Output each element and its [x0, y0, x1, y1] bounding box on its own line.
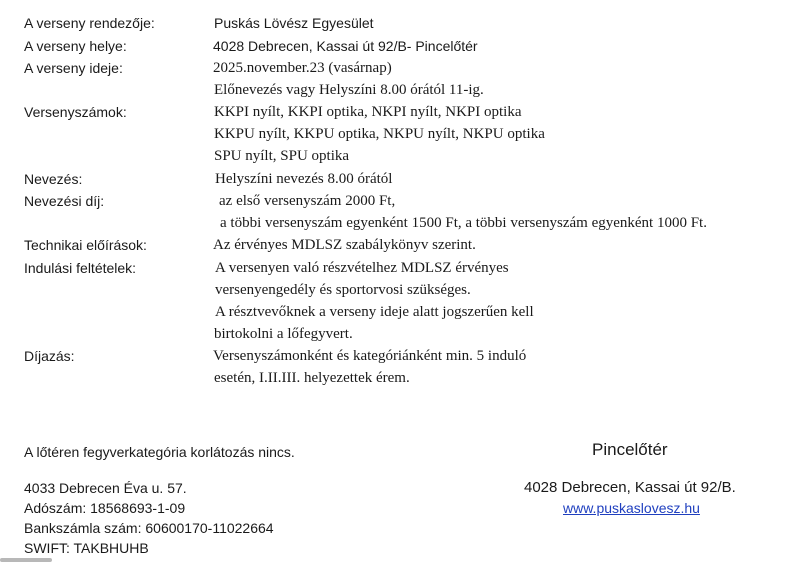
entry-label: Nevezés:	[24, 171, 83, 187]
website-link[interactable]: www.puskaslovesz.hu	[563, 500, 700, 516]
conditions-line: birtokolni a lőfegyvert.	[214, 326, 353, 342]
prizes-line: esetén, I.II.III. helyezettek érem.	[214, 370, 410, 386]
date-label: A verseny ideje:	[24, 60, 123, 76]
footer-note: A lőtéren fegyverkategória korlátozás nincs.	[24, 444, 295, 460]
events-line: KKPU nyílt, KKPU optika, NKPU nyílt, NKPU optika	[214, 126, 545, 142]
fee-line: az első versenyszám 2000 Ft,	[219, 193, 396, 209]
conditions-line: A résztvevőknek a verseny ideje alatt jogszerűen kell	[215, 304, 534, 320]
fee-line: a többi versenyszám egyenként 1500 Ft, a többi versenyszám egyenként 1000 Ft.	[220, 215, 707, 231]
events-line: SPU nyílt, SPU optika	[214, 148, 350, 164]
fee-label: Nevezési díj:	[24, 193, 105, 209]
rules-value: Az érvényes MDLSZ szabálykönyv szerint.	[213, 237, 476, 253]
date-registration: Előnevezés vagy Helyszíni 8.00 órától 11-ig.	[214, 82, 484, 98]
entry-value: Helyszíni nevezés 8.00 órától	[215, 171, 393, 187]
footer-swift: SWIFT: TAKBHUHB	[24, 540, 149, 556]
prizes-line: Versenyszámonként és kategóriánként min. 5 induló	[213, 348, 527, 364]
conditions-line: A versenyen való részvételhez MDLSZ érvényes	[215, 260, 509, 276]
events-label: Versenyszámok:	[24, 104, 127, 120]
conditions-line: versenyengedély és sportorvosi szükséges.	[215, 282, 471, 298]
venue-value: 4028 Debrecen, Kassai út 92/B- Pincelőtér	[213, 38, 478, 54]
footer-address: 4033 Debrecen Éva u. 57.	[24, 480, 187, 496]
rules-label: Technikai előírások:	[24, 237, 147, 253]
organizer-label: A verseny rendezője:	[24, 15, 155, 31]
footer-tax-number: Adószám: 18568693-1-09	[24, 500, 186, 516]
venue-label: A verseny helye:	[24, 38, 127, 54]
footer-bank-account: Bankszámla szám: 60600170-11022664	[24, 520, 274, 536]
venue-address: 4028 Debrecen, Kassai út 92/B.	[524, 479, 736, 496]
horizontal-scrollbar[interactable]	[0, 558, 52, 562]
date-value: 2025.november.23 (vasárnap)	[213, 60, 392, 76]
conditions-label: Indulási feltételek:	[24, 260, 137, 276]
events-line: KKPI nyílt, KKPI optika, NKPI nyílt, NKPI optika	[214, 104, 522, 120]
prizes-label: Díjazás:	[24, 348, 75, 364]
organizer-value: Puskás Lövész Egyesület	[214, 15, 374, 31]
venue-title: Pincelőtér	[592, 440, 668, 459]
